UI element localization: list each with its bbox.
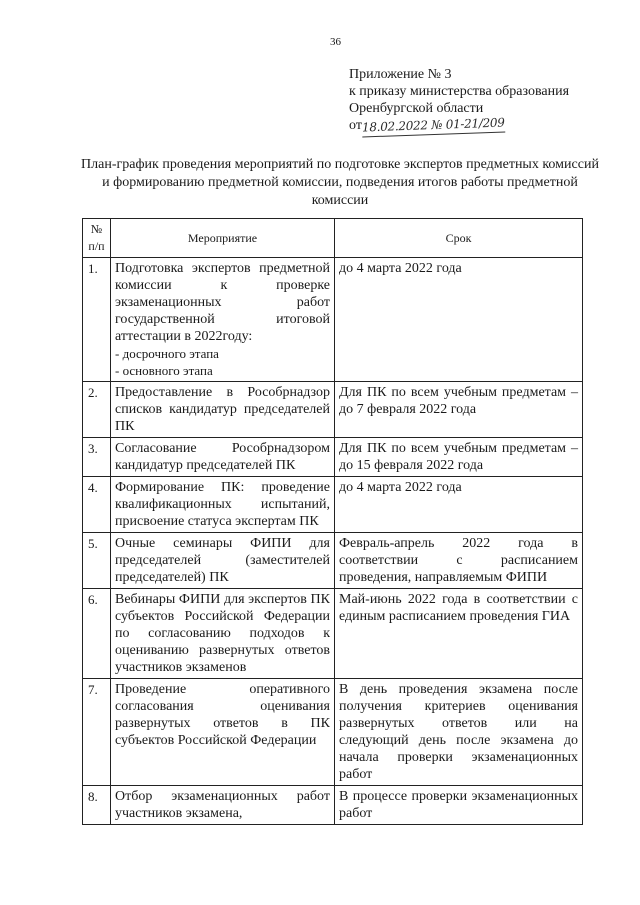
row-term: В день проведения экзамена после получения критериев оценивания развернутых ответов или на следующий день после экзамена до начала проверки экзаменационных работ	[335, 679, 583, 786]
header-term: Срок	[335, 219, 583, 258]
table-row	[83, 382, 583, 438]
row-term: В процессе проверки экзаменационных работ	[335, 786, 583, 825]
row-event	[111, 258, 335, 382]
row-number: 8.	[83, 786, 111, 825]
table-header-row	[83, 219, 583, 258]
row-number: 3.	[83, 438, 111, 477]
page-number: 36	[330, 36, 341, 48]
table-row	[83, 679, 583, 786]
row-number: 2.	[83, 382, 111, 438]
schedule-table	[82, 218, 583, 825]
appendix-date-line	[349, 117, 569, 135]
row-number: 4.	[83, 477, 111, 533]
row-event: Очные семинары ФИПИ для председателей (заместителей председателей) ПК	[111, 533, 335, 589]
row-event-text: Подготовка экспертов предметной комиссии к проверке экзаменационных работ государственной итоговой аттестации в 2022году:	[115, 261, 330, 344]
row-event-subitem: - основного этапа	[115, 363, 213, 378]
row-term: Для ПК по всем учебным предметам – до 7 февраля 2022 года	[335, 382, 583, 438]
table-row	[83, 438, 583, 477]
table-row	[83, 786, 583, 825]
document-title: План-график проведения мероприятий по подготовке экспертов предметных комиссий и формированию предметной комиссии, подведения итогов работы предметной комиссии	[81, 157, 599, 208]
row-event-subitem: - досрочного этапа	[115, 346, 219, 361]
table-row	[83, 533, 583, 589]
appendix-order-ref: к приказу министерства образования	[349, 84, 570, 99]
row-event: Согласование Рособрнадзором кандидатур председателей ПК	[111, 438, 335, 477]
appendix-region: Оренбургской области	[349, 101, 484, 116]
table-row	[83, 589, 583, 679]
appendix-title: Приложение № 3	[349, 67, 452, 82]
row-event: Вебинары ФИПИ для экспертов ПК субъектов Российской Федерации по согласованию подходов к оцениванию развернутых ответов участников экзаменов	[111, 589, 335, 679]
header-number: № п/п	[83, 219, 111, 258]
header-event: Мероприятие	[111, 219, 335, 258]
row-event: Отбор экзаменационных работ участников экзамена,	[111, 786, 335, 825]
row-term: до 4 марта 2022 года	[335, 477, 583, 533]
handwritten-date-number: 18.02.2022 № 01-21/209	[362, 115, 505, 138]
row-event: Формирование ПК: проведение квалификационных испытаний, присвоение статуса экспертам ПК	[111, 477, 335, 533]
appendix-date-prefix: от	[349, 118, 362, 133]
row-event: Предоставление в Рособрнадзор списков кандидатур председателей ПК	[111, 382, 335, 438]
row-event: Проведение оперативного согласования оценивания развернутых ответов в ПК субъектов Российской Федерации	[111, 679, 335, 786]
row-number: 1.	[83, 258, 111, 382]
row-number: 6.	[83, 589, 111, 679]
table-row	[83, 258, 583, 382]
row-number: 7.	[83, 679, 111, 786]
appendix-header	[349, 66, 569, 135]
row-term: до 4 марта 2022 года	[335, 258, 583, 382]
row-term: Для ПК по всем учебным предметам – до 15 февраля 2022 года	[335, 438, 583, 477]
row-term: Февраль-апрель 2022 года в соответствии с расписанием проведения, направляемым ФИПИ	[335, 533, 583, 589]
table-row	[83, 477, 583, 533]
row-number: 5.	[83, 533, 111, 589]
row-term: Май-июнь 2022 года в соответствии с единым расписанием проведения ГИА	[335, 589, 583, 679]
